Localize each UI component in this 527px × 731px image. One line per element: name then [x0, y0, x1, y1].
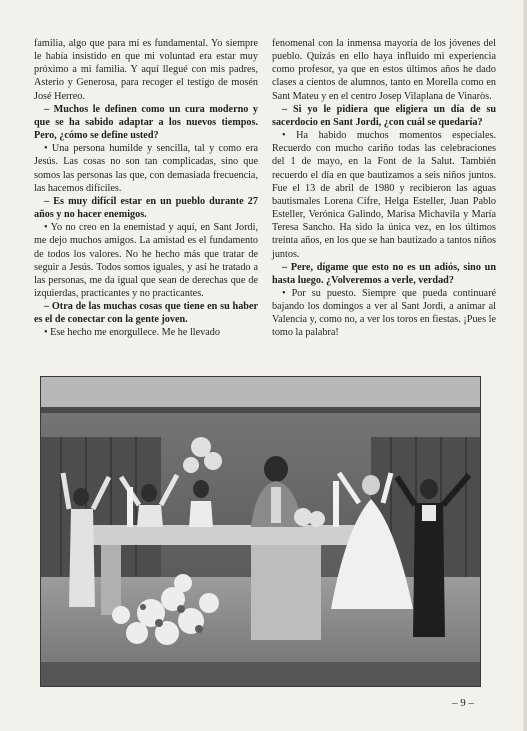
- article-columns: [34, 37, 496, 362]
- ceremony-photo: [40, 376, 481, 687]
- paragraph: • Yo no creo en la enemistad y aquí, en Sant Jordi, me dejo muchos amigos. La amistad es el fundamento de todos los valores. No he hecho más que tratar de seguir a Jesús. Todos somos iguales, y así he tratado a las personas, me da igual que sean de derechas que de izquierdas, practicantes y no practicantes.: [34, 222, 258, 299]
- paragraph: • Una persona humilde y sencilla, tal y como era Jesús. Las cosas no son tan complicadas, sino que somos las personas las que, con demasiada frecuencia, las hacemos difíciles.: [34, 143, 258, 194]
- right-column: [272, 37, 496, 362]
- interview-question: – Si yo le pidiera que eligiera un día de su sacerdocio en Sant Jordi, ¿con cuál se quedaría?: [272, 103, 496, 128]
- paragraph: • Ese hecho me enorgullece. Me he llevado: [44, 327, 220, 339]
- interview-question: – Otra de las muchas cosas que tiene en su haber es el de conectar con la gente joven.: [34, 301, 258, 326]
- paragraph: familia, algo que para mí es fundamental. Yo siempre le había insistido en que mi voluntad era estar muy próximo a mi familia. Y aquí llegué con mis padres, Asterio y Generosa, para recoger el testigo de mosén José Herreo.: [34, 38, 258, 102]
- interview-question: – Es muy difícil estar en un pueblo durante 27 años y no hacer enemigos.: [34, 195, 258, 221]
- paragraph: • Por su puesto. Siempre que pueda continuaré bajando los domingos a ver al Sant Jordi, a animar al Valencia y, como no, a ver los toros en fiestas. ¡Pues le tomo la palabra!: [272, 287, 496, 339]
- paragraph: fenomenal con la inmensa mayoría de los jóvenes del pueblo. Quizás en ello haya influido mi experiencia como profesor, ya que en estos últimos años he dado clases a cientos de alumnos, tanto en Morella como en Sant Mateu y en el centro Josep Vilaplana de Vinaròs.: [272, 38, 496, 102]
- paragraph: • Ha habido muchos momentos especiales. Recuerdo con mucho cariño todas las celebraciones del 1 de mayo, en la Font de la Salut. También recuerdo el día en que bautizamos a seis niños juntos. Fue el 13 de abril de 1980 y recibieron las aguas bautismales Lorena Cifre, Helga Esteller, Juan Pablo Esteller, Verónica Galindo, Marisa Michavila y María Teresa Sancho. Ha sido la única vez, en los últimos treinta años, en los que se han bautizado a tantos niños juntos.: [272, 130, 496, 260]
- interview-question: – Muchos le definen como un cura moderno y que se ha sabido adaptar a los nuevos tiempos. Pero, ¿cómo se define usted?: [34, 103, 258, 142]
- church-altar-illustration: [41, 377, 480, 686]
- page-number: – 9 –: [452, 697, 474, 709]
- interview-question: – Pere, dígame que esto no es un adiós, sino un hasta luego. ¿Volveremos a verle, verdad?: [272, 261, 496, 286]
- page-edge: [523, 0, 527, 731]
- left-column: [34, 37, 258, 362]
